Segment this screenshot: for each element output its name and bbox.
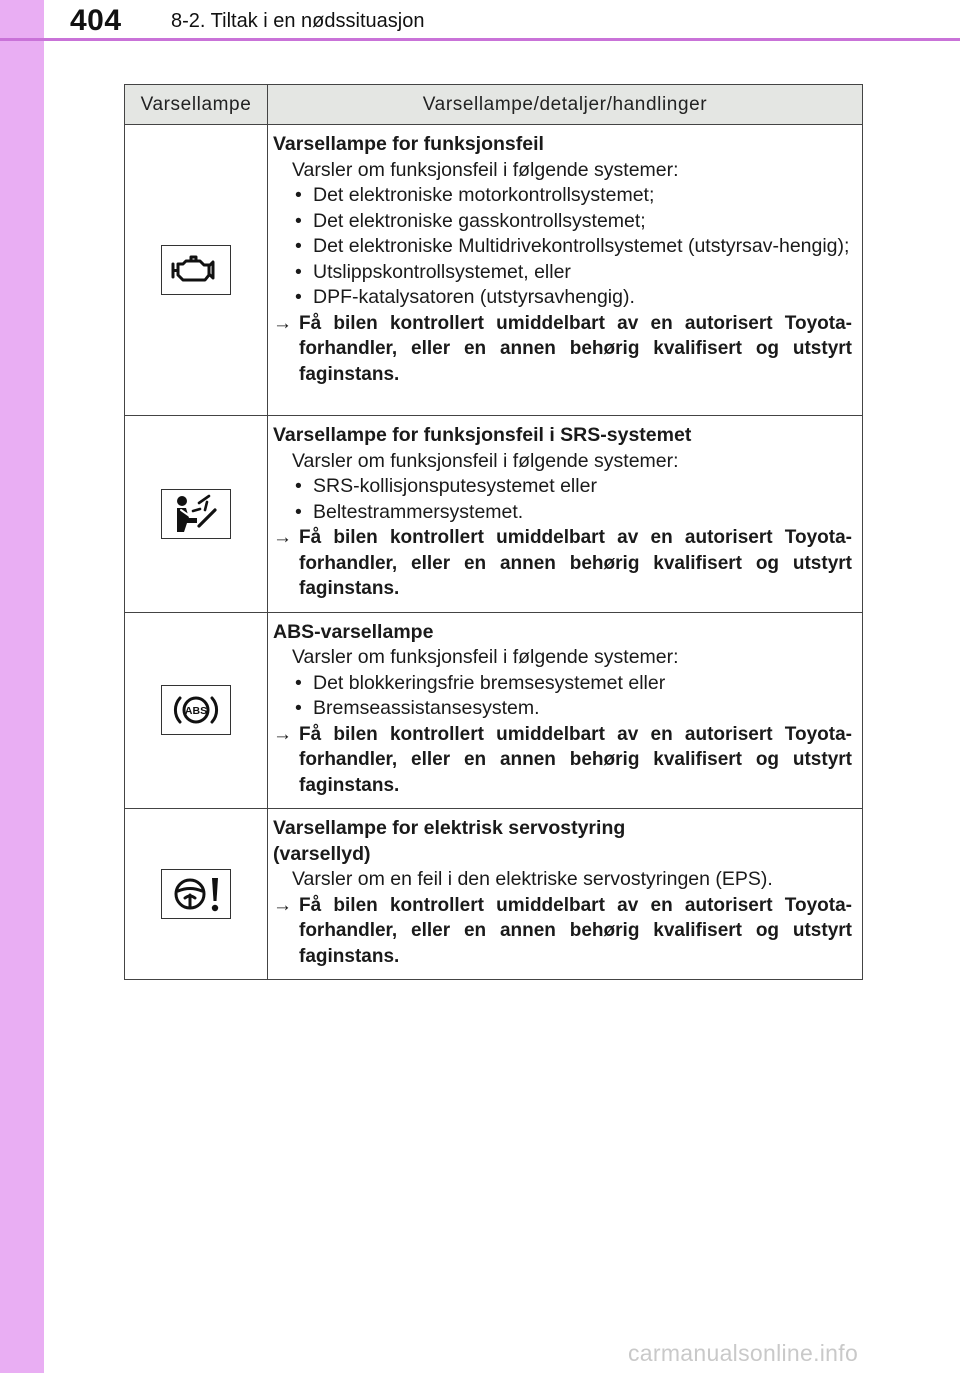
list-item: • Det elektroniske motorkontrollsystemet; [273, 183, 852, 209]
chapter-side-band [0, 0, 44, 1373]
lamp-description: Varsler om en feil i den elektriske servostyringen (EPS). [292, 868, 773, 890]
details-cell [268, 612, 863, 809]
table-row [125, 612, 863, 809]
table-row [125, 809, 863, 980]
icon-cell [125, 416, 268, 613]
arrow-right-icon: → [273, 527, 292, 548]
lamp-description: Varsler om funksjonsfeil i følgende systemer: [292, 158, 679, 181]
list-item: • DPF-katalysatoren (utstyrsavhengig). [273, 285, 852, 311]
action-instruction [273, 722, 852, 799]
system-list [273, 671, 852, 722]
system-list [273, 183, 852, 311]
details-cell [268, 125, 863, 416]
watermark: carmanualsonline.info [628, 1340, 859, 1366]
abs-icon-text: ABS [184, 705, 208, 718]
list-item: • Utslippskontrollsystemet, eller [273, 260, 852, 286]
details-cell [268, 416, 863, 613]
lamp-description: Varsler om funksjonsfeil i følgende systemer: [292, 449, 679, 472]
arrow-right-icon: → [273, 723, 292, 745]
details-cell [268, 809, 863, 980]
lamp-title: Varsellampe for elektrisk servostyring [273, 817, 626, 839]
list-item: • Bremseassistansesystem. [273, 696, 852, 722]
lamp-title: ABS-varsellampe [273, 620, 434, 643]
power-steering-icon [161, 869, 231, 919]
srs-airbag-icon [161, 489, 231, 539]
action-instruction [273, 893, 852, 970]
arrow-right-icon: → [273, 312, 292, 334]
action-text: Få bilen kontrollert umiddelbart av en autorisert Toyota-forhandler, eller en annen behørig kvalifisert og utstyrt faginstans. [299, 894, 852, 967]
list-item: • SRS-kollisjonsputesystemet eller [273, 474, 852, 500]
action-instruction [273, 525, 852, 602]
page-number: 404 [70, 4, 122, 37]
action-instruction [273, 311, 852, 388]
column-header-lamp: Varsellampe [125, 85, 268, 125]
table-header-row [125, 85, 863, 125]
action-text: Få bilen kontrollert umiddelbart av en autorisert Toyota-forhandler, eller en annen behørig kvalifisert og utstyrt faginstans. [299, 312, 852, 385]
table-row [125, 416, 863, 613]
table-row [125, 125, 863, 416]
warning-lamp-table [124, 84, 863, 980]
list-item: • Det elektroniske Multidrivekontrollsystemet (utstyrsav-hengig); [273, 234, 852, 260]
action-text: Få bilen kontrollert umiddelbart av en autorisert Toyota-forhandler, eller en annen behørig kvalifisert og utstyrt faginstans. [299, 723, 852, 796]
lamp-title: Varsellampe for funksjonsfeil i SRS-systemet [273, 424, 692, 446]
action-text: Få bilen kontrollert umiddelbart av en autorisert Toyota-forhandler, eller en annen behørig kvalifisert og utstyrt faginstans. [299, 527, 852, 599]
section-title: 8-2. Tiltak i en nødssituasjon [171, 10, 425, 32]
lamp-title: Varsellampe for funksjonsfeil [273, 133, 544, 155]
list-item: • Det blokkeringsfrie bremsesystemet eller [273, 671, 852, 697]
lamp-title-note: (varsellyd) [273, 842, 371, 865]
icon-cell [125, 809, 268, 980]
system-list [273, 474, 852, 525]
abs-icon [161, 685, 231, 735]
engine-check-icon [161, 245, 231, 295]
icon-cell [125, 125, 268, 416]
column-header-details: Varsellampe/detaljer/handlinger [268, 85, 863, 125]
icon-cell [125, 612, 268, 809]
lamp-description: Varsler om funksjonsfeil i følgende systemer: [292, 646, 679, 668]
list-item: • Beltestrammersystemet. [273, 500, 852, 526]
arrow-right-icon: → [273, 894, 292, 916]
page-header [0, 0, 960, 40]
header-divider [0, 38, 960, 41]
list-item: • Det elektroniske gasskontrollsystemet; [273, 209, 852, 235]
